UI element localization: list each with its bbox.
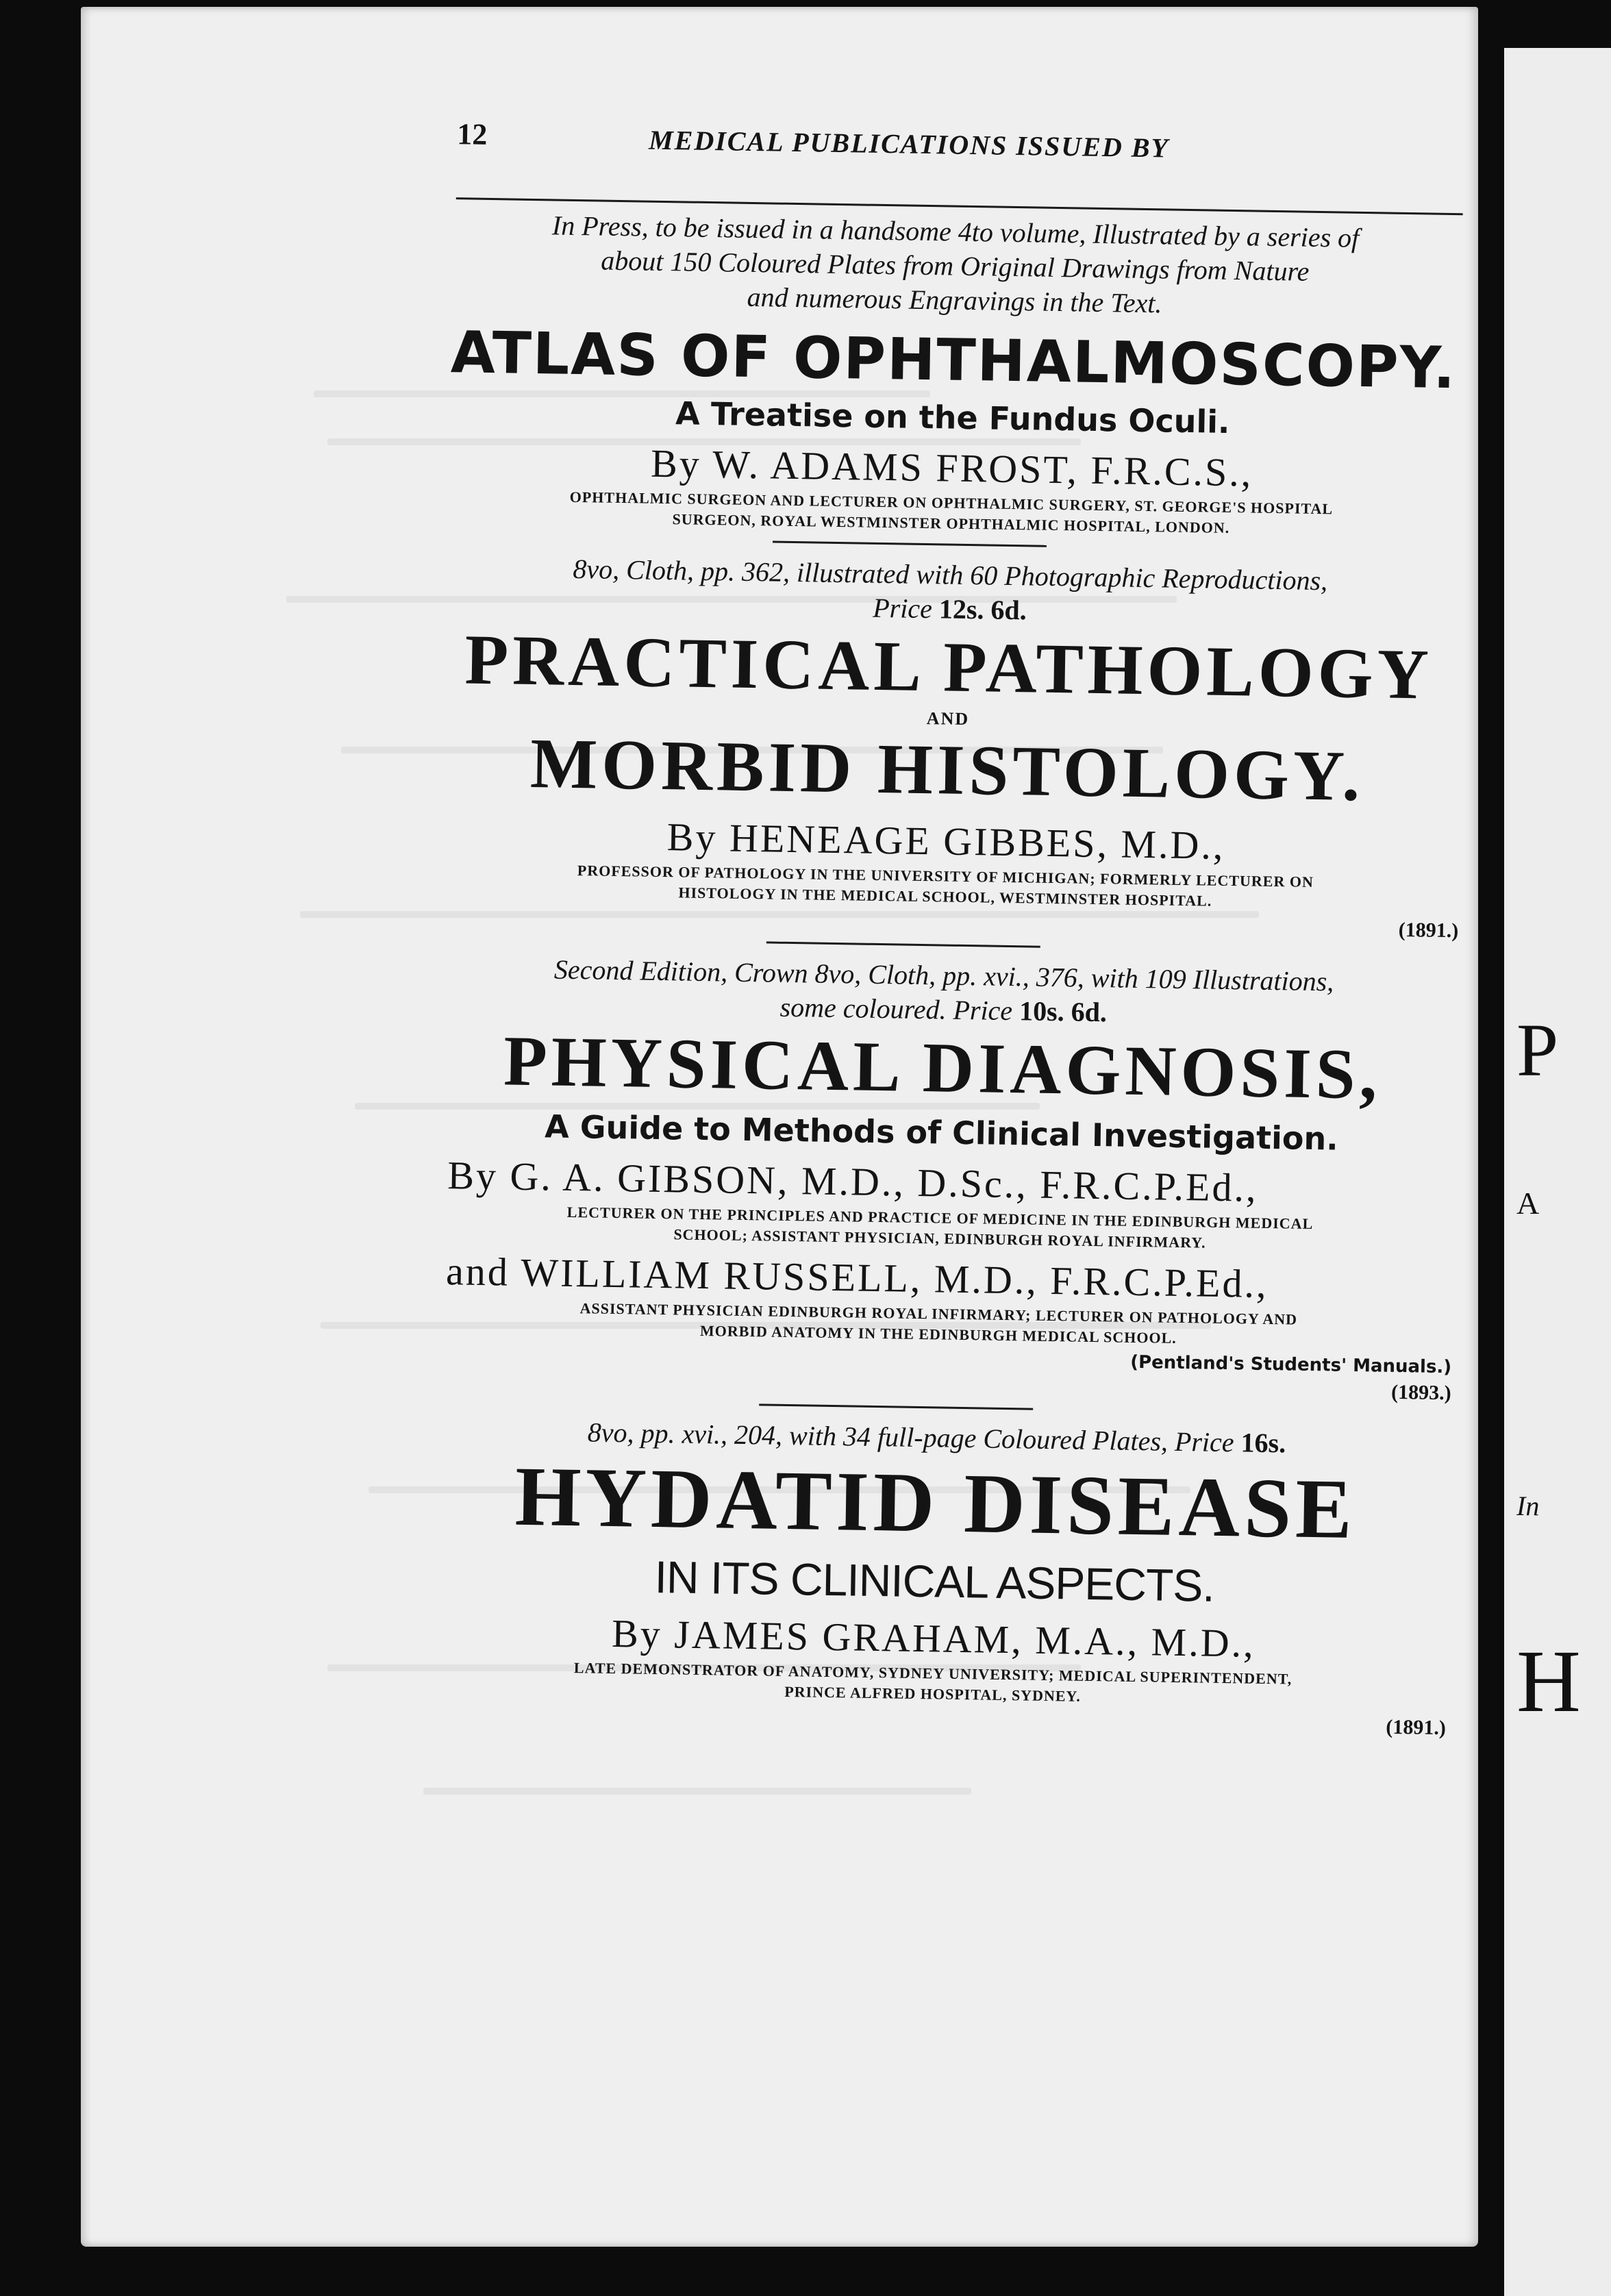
book-title-line-1: PRACTICAL PATHOLOGY xyxy=(464,620,1434,714)
series-name: (Pentland's Students' Manuals.) xyxy=(1129,1351,1452,1378)
page-content xyxy=(336,103,1471,1740)
book-title: ATLAS OF OPHTHALMOSCOPY. xyxy=(450,319,1458,402)
title-conjunction: AND xyxy=(926,708,970,729)
book-coauthor: and WILLIAM RUSSELL, M.D., F.R.C.P.Ed., xyxy=(445,1249,1269,1306)
adjacent-page-fragment: In xyxy=(1516,1490,1540,1521)
adjacent-page-edge xyxy=(1504,48,1611,2296)
price-value: 12s. 6d. xyxy=(938,593,1027,626)
author-affiliation: SURGEON, ROYAL WESTMINSTER OPHTHALMIC HOSPITAL, LONDON. xyxy=(672,510,1230,536)
book-subtitle: IN ITS CLINICAL ASPECTS. xyxy=(654,1551,1215,1611)
price-value: 10s. 6d. xyxy=(1019,995,1108,1028)
author-affiliation: HISTOLOGY IN THE MEDICAL SCHOOL, WESTMINSTER HOSPITAL. xyxy=(678,884,1212,910)
entry-note-line: In Press, to be issued in a handsome 4to volume, Illustrated by a series of xyxy=(551,210,1360,253)
entry-note-line: 8vo, Cloth, pp. 362, illustrated with 60 Photographic Reproductions, xyxy=(573,553,1328,597)
price-label: Price xyxy=(872,592,933,625)
page-number: 12 xyxy=(456,117,488,151)
publication-year: (1891.) xyxy=(1386,1715,1447,1740)
book-entry-diagnosis xyxy=(424,951,1458,1405)
book-author: By JAMES GRAHAM, M.A., M.D., xyxy=(611,1611,1256,1666)
book-entry-hydatid xyxy=(419,1413,1451,1740)
coauthor-affiliation: ASSISTANT PHYSICIAN EDINBURGH ROYAL INFIRMARY; LECTURER ON PATHOLOGY AND xyxy=(579,1299,1298,1328)
entry-note-fragment: some coloured. xyxy=(779,991,947,1025)
separator-rule xyxy=(773,541,1047,547)
separator-rule xyxy=(766,941,1040,947)
adjacent-page-fragment: P xyxy=(1516,1008,1559,1092)
book-author: By HENEAGE GIBBES, M.D., xyxy=(666,814,1225,868)
entry-note-line: Second Edition, Crown 8vo, Cloth, pp. xvi., 376, with 109 Illustrations, xyxy=(553,953,1334,997)
adjacent-page-fragment: H xyxy=(1516,1632,1581,1731)
book-subtitle: A Treatise on the Fundus Oculi. xyxy=(675,395,1230,440)
separator-rule xyxy=(759,1403,1033,1410)
book-title: HYDATID DISEASE xyxy=(514,1449,1358,1557)
book-entry-pathology xyxy=(431,550,1464,943)
entry-note-line: and numerous Engravings in the Text. xyxy=(747,281,1162,319)
book-title-line-2: MORBID HISTOLOGY. xyxy=(529,723,1365,816)
running-title: MEDICAL PUBLICATIONS ISSUED BY xyxy=(648,124,1170,164)
book-author: By G. A. GIBSON, M.D., D.Sc., F.R.C.P.Ed., xyxy=(447,1153,1259,1210)
author-affiliation: LECTURER ON THE PRINCIPLES AND PRACTICE OF MEDICINE IN THE EDINBURGH MEDICAL xyxy=(566,1203,1314,1233)
publication-year: (1891.) xyxy=(1398,918,1459,943)
author-affiliation: OPHTHALMIC SURGEON AND LECTURER ON OPHTHALMIC SURGERY, ST. GEORGE'S HOSPITAL xyxy=(569,488,1334,518)
book-subtitle: A Guide to Methods of Clinical Investigation. xyxy=(544,1108,1339,1158)
author-affiliation: PROFESSOR OF PATHOLOGY IN THE UNIVERSITY OF MICHIGAN; FORMERLY LECTURER ON xyxy=(577,862,1314,890)
publication-year: (1893.) xyxy=(1390,1380,1451,1405)
price-label: Price xyxy=(953,994,1013,1027)
book-author: By W. ADAMS FROST, F.R.C.S., xyxy=(650,440,1253,495)
book-title: PHYSICAL DIAGNOSIS, xyxy=(503,1021,1382,1114)
book-entry-atlas xyxy=(437,207,1469,542)
scanned-page xyxy=(81,7,1478,2247)
entry-note-line: 8vo, pp. xvi., 204, with 34 full-page Coloured Plates, Price xyxy=(587,1417,1234,1458)
author-affiliation: LATE DEMONSTRATOR OF ANATOMY, SYDNEY UNIVERSITY; MEDICAL SUPERINTENDENT, xyxy=(573,1659,1292,1688)
adjacent-page-fragment: A xyxy=(1516,1186,1540,1221)
coauthor-affiliation: MORBID ANATOMY IN THE EDINBURGH MEDICAL SCHOOL. xyxy=(699,1321,1177,1347)
price-value: 16s. xyxy=(1240,1427,1286,1459)
author-affiliation: SCHOOL; ASSISTANT PHYSICIAN, EDINBURGH ROYAL INFIRMARY. xyxy=(673,1225,1206,1251)
entry-note-line: about 150 Coloured Plates from Original Drawings from Nature xyxy=(601,245,1310,287)
author-affiliation: PRINCE ALFRED HOSPITAL, SYDNEY. xyxy=(784,1682,1082,1705)
